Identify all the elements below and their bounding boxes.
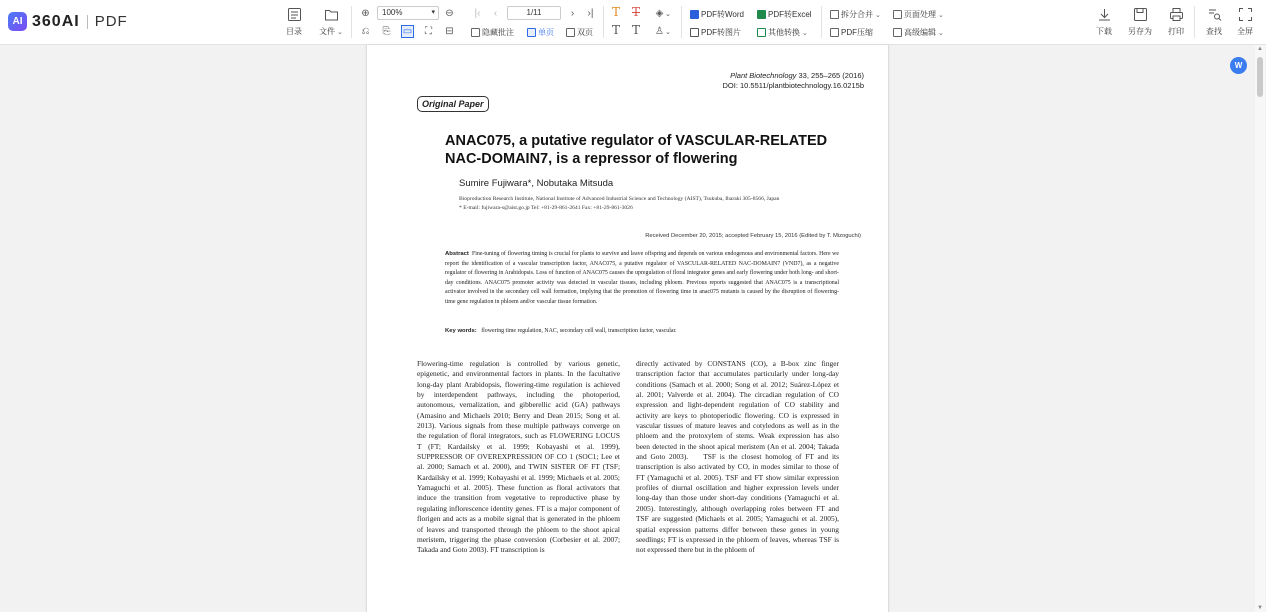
fullscreen-icon: [1238, 7, 1253, 22]
split-merge-button[interactable]: [830, 9, 881, 20]
logo-brand: 360AI: [32, 12, 80, 30]
article-type-badge: Original Paper: [417, 96, 489, 112]
logo-divider: [87, 15, 88, 29]
text-box-icon[interactable]: T: [612, 23, 621, 37]
body-column-right: directly activated by CONSTANS (CO), a B-box zinc finger transcription factor that accumulates particularly under long-day conditions (Samach et al. 2000; Song et al. 2012; Suárez-López et al. 2001; Valverde et al. 2004). The circadian regulation of CO expression and light-dependent regulation of CO stability and activity are keys to photoperiodic flowering. CO is expressed in vascular tissues of mature leaves and cotyledons as well as in the phloem and the protoxylem of stems. Weak expression has also been detected in the shoot apical meristem (An et al. 2004; Takada and Goto 2003). TSF is the closest homolog of FT and its transcription is also activated by CO, in modes similar to those of FT (Yamaguchi et al. 2005). TSF and FT show similar expression profiles of diurnal oscillation and higher expression levels under long-day than those under short-day conditions (Yamaguchi et al. 2005). Interestingly, although overlapping roles between FT and TSF are suggested (Michaels et al. 2005; Yamaguchi et al. 2005), spatial expression patterns differ between these genes in young seedlings; FT is expressed in the phloem of leaves, whereas TSF is not expressed there but in the phloem of: [636, 359, 839, 555]
image-icon: [690, 28, 699, 37]
toolbar-divider: [1194, 6, 1195, 38]
excel-icon: [757, 10, 766, 19]
strikethrough-icon[interactable]: T: [632, 5, 641, 19]
print-button[interactable]: [1160, 7, 1192, 37]
chevron-down-icon: ⌄: [875, 11, 881, 19]
other-convert-button[interactable]: [757, 27, 808, 38]
abstract-label: Abstract: [445, 251, 469, 257]
download-button[interactable]: [1088, 7, 1120, 37]
affiliation-block: [459, 195, 849, 213]
single-page-button[interactable]: [527, 27, 554, 38]
zoom-out-icon[interactable]: ⊖: [445, 8, 454, 19]
hide-annotations-label: 隐藏批注: [482, 28, 514, 37]
pdf-compress-button[interactable]: [830, 27, 873, 38]
double-page-button[interactable]: [566, 27, 593, 38]
pdf-to-image-button[interactable]: [690, 27, 741, 38]
pdf-page: [366, 45, 889, 612]
compress-icon: [830, 28, 839, 37]
convert-icon: [757, 28, 766, 37]
double-page-label: 双页: [577, 28, 593, 37]
body-column-left: Flowering-time regulation is controlled by various genetic, epigenetic, and environmental factors in plants. In the facultative long-day plant Arabidopsis, flowering-time regulation is achieved by interdependent pathways, including the photoperiod, autonomous, vernalization, and gibberellic acid (GA) pathways (Amasino and Michaels 2010; Berry and Dean 2015; Song et al. 2013). Various signals from these multiple pathways converge on the regulation of floral integrators, such as FLOWERING LOCUS T (FT; Kardailsky et al. 1999; Kobayashi et al. 1999), SUPPRESSOR OF OVEREXPRESSION OF CO 1 (SOC1; Lee et al. 2000; Samach et al. 2000), and TWIN SISTER OF FT (TSF; Kardailsky et al. 1999; Kobayashi et al. 1999; Michaels et al. 2005; Yamaguchi et al. 2005). These function as floral activators that induce the transition from vegetative to reproductive phase by regulating inflorescence identity genes. FT is a major component of florigen and acts as a mobile signal that is generated in the phloem of leaves and transported through the phloem to the shoot apical meristem, triggering the phase conversion (Corbesier et al. 2007; Takada and Goto 2003). FT transcription is: [417, 359, 620, 555]
file-label: 文件: [319, 27, 336, 36]
save-as-label: 另存为: [1128, 27, 1152, 36]
text-note-icon[interactable]: T: [632, 23, 641, 37]
page-number-input[interactable]: 1/11: [507, 6, 561, 20]
rotate-right-icon[interactable]: ⎘: [382, 26, 391, 37]
edit-icon: [893, 28, 902, 37]
keywords-label: Key words:: [445, 328, 477, 334]
fullscreen-label: 全屏: [1237, 27, 1253, 36]
keywords-text: flowering time regulation, NAC, secondary cell wall, transcription factor, vascular.: [481, 328, 677, 334]
app-logo: [8, 12, 128, 31]
affiliation: Bioproduction Research Institute, National Institute of Advanced Industrial Science and Technology (AIST), Tsukuba, Ibaraki 305-8566, Japan: [459, 196, 780, 202]
logo-product: PDF: [94, 13, 128, 30]
toolbar-divider: [681, 6, 682, 38]
abstract-text: Fine-tuning of flowering timing is crucial for plants to survive and leave offspring and depends on various endogenous and environmental factors. Here we report the identification of a vascular transcription factor, ANAC075, a putative regulator of VASCULAR-RELATED NAC-DOMAIN7 (VND7), as a negative regulator of flowering in Arabidopsis. Loss of function of ANAC075 causes the upregulation of floral integrator genes and early flowering under both long- and short-day conditions. ANAC075 promoter activity was detected in vascular tissues, including phloem. Previous reports suggested that ANAC075 is a transcriptional activator involved in the secondary cell wall formation, implying that the promotion of flowering time in anac075 mutants is caused by the disruption of flowering-time gene regulation in phloem and/or vascular tissue formation.: [445, 251, 839, 305]
chevron-down-icon: ⌄: [802, 29, 808, 37]
chevron-down-icon: ▾: [431, 9, 435, 16]
pdf-to-word-label: PDF转Word: [701, 10, 744, 19]
double-page-icon: [566, 28, 575, 37]
pdf-to-excel-button[interactable]: [757, 9, 812, 20]
catalog-label: 目录: [286, 27, 302, 36]
fullscreen-button[interactable]: [1229, 7, 1261, 37]
page-process-label: 页面处理: [904, 10, 936, 19]
hide-annotations-button[interactable]: [471, 27, 514, 38]
toolbar-divider: [603, 6, 604, 38]
paper-title: [445, 132, 865, 168]
pdf-to-image-label: PDF转图片: [701, 28, 741, 37]
rotate-left-icon[interactable]: ⎌: [361, 26, 370, 37]
text-highlight-icon[interactable]: T: [612, 5, 621, 19]
chevron-down-icon[interactable]: ⌄: [665, 28, 671, 36]
advanced-edit-label: 高级编辑: [904, 28, 936, 37]
vertical-scrollbar[interactable]: [1255, 45, 1265, 612]
advanced-edit-button[interactable]: [893, 27, 944, 38]
prev-page-icon[interactable]: ‹: [493, 8, 498, 19]
chevron-down-icon[interactable]: ⌄: [665, 10, 671, 18]
chevron-down-icon: ⌄: [938, 11, 944, 19]
single-page-icon: [527, 28, 536, 37]
folder-icon: [324, 7, 339, 22]
journal-name: Plant Biotechnology: [730, 71, 797, 80]
save-as-icon: [1133, 7, 1148, 22]
other-convert-label: 其他转换: [768, 28, 800, 37]
paper-title-line: ANAC075, a putative regulator of VASCULAR-RELATED: [445, 133, 828, 149]
scrollbar-thumb[interactable]: [1257, 57, 1263, 97]
paper-title-line: NAC-DOMAIN7, is a repressor of flowering: [445, 151, 738, 167]
fit-width-icon[interactable]: ⛶: [425, 26, 432, 37]
contact-info: * E-mail: fujiwara-s@aist.go.jp Tel: +81-29-861-2641 Fax: +81-29-861-3026: [459, 205, 633, 211]
zoom-select[interactable]: [377, 6, 439, 20]
toolbar-divider: [351, 6, 352, 38]
split-merge-icon: [830, 10, 839, 19]
first-page-icon[interactable]: |‹: [474, 8, 481, 19]
scroll-up-icon[interactable]: ▲: [1257, 46, 1263, 52]
journal-citation: 33, 255–265 (2016): [798, 71, 864, 80]
next-page-icon[interactable]: ›: [570, 8, 575, 19]
authors: Sumire Fujiwara*, Nobutaka Mitsuda: [459, 178, 614, 189]
page-process-button[interactable]: [893, 9, 944, 20]
top-toolbar: [0, 0, 1266, 45]
save-as-button[interactable]: [1123, 7, 1157, 37]
catalog-button[interactable]: [278, 7, 310, 37]
toolbar-divider: [821, 6, 822, 38]
search-icon: [1207, 7, 1222, 22]
catalog-icon: [287, 7, 302, 22]
pdf-to-excel-label: PDF转Excel: [768, 10, 812, 19]
pdf-compress-label: PDF压缩: [841, 28, 873, 37]
abstract: [445, 250, 839, 308]
single-page-label: 单页: [538, 28, 554, 37]
print-label: 打印: [1168, 27, 1184, 36]
actual-size-icon[interactable]: ⊟: [445, 26, 454, 37]
fill-color-icon[interactable]: ◈: [655, 8, 664, 19]
download-label: 下载: [1096, 27, 1112, 36]
find-button[interactable]: [1198, 7, 1230, 37]
received-date: Received December 20, 2015; accepted February 15, 2016 (Edited by T. Mizoguchi): [645, 233, 861, 239]
zoom-value: 100%: [382, 8, 403, 17]
ai-badge-icon: AI: [8, 12, 27, 31]
doi: DOI: 10.5511/plantbiotechnology.16.0215b: [722, 81, 864, 90]
download-icon: [1097, 7, 1112, 22]
split-merge-label: 拆分合并: [841, 10, 873, 19]
annotation-icon: [471, 28, 480, 37]
keywords: [445, 328, 845, 334]
journal-header: [723, 71, 865, 91]
chevron-down-icon: ⌄: [938, 29, 944, 37]
print-icon: [1169, 7, 1184, 22]
fit-page-icon[interactable]: ▭: [402, 26, 413, 37]
stamp-icon[interactable]: ♙: [655, 26, 664, 37]
find-label: 查找: [1206, 27, 1222, 36]
chevron-down-icon: ⌄: [337, 29, 343, 36]
zoom-in-icon[interactable]: ⊕: [361, 8, 370, 19]
word-assistant-button[interactable]: W: [1230, 57, 1247, 74]
file-menu-button[interactable]: [313, 7, 349, 37]
page-process-icon: [893, 10, 902, 19]
word-icon: [690, 10, 699, 19]
scroll-down-icon[interactable]: ▼: [1257, 605, 1263, 611]
pdf-to-word-button[interactable]: [690, 9, 744, 20]
last-page-icon[interactable]: ›|: [587, 8, 594, 19]
